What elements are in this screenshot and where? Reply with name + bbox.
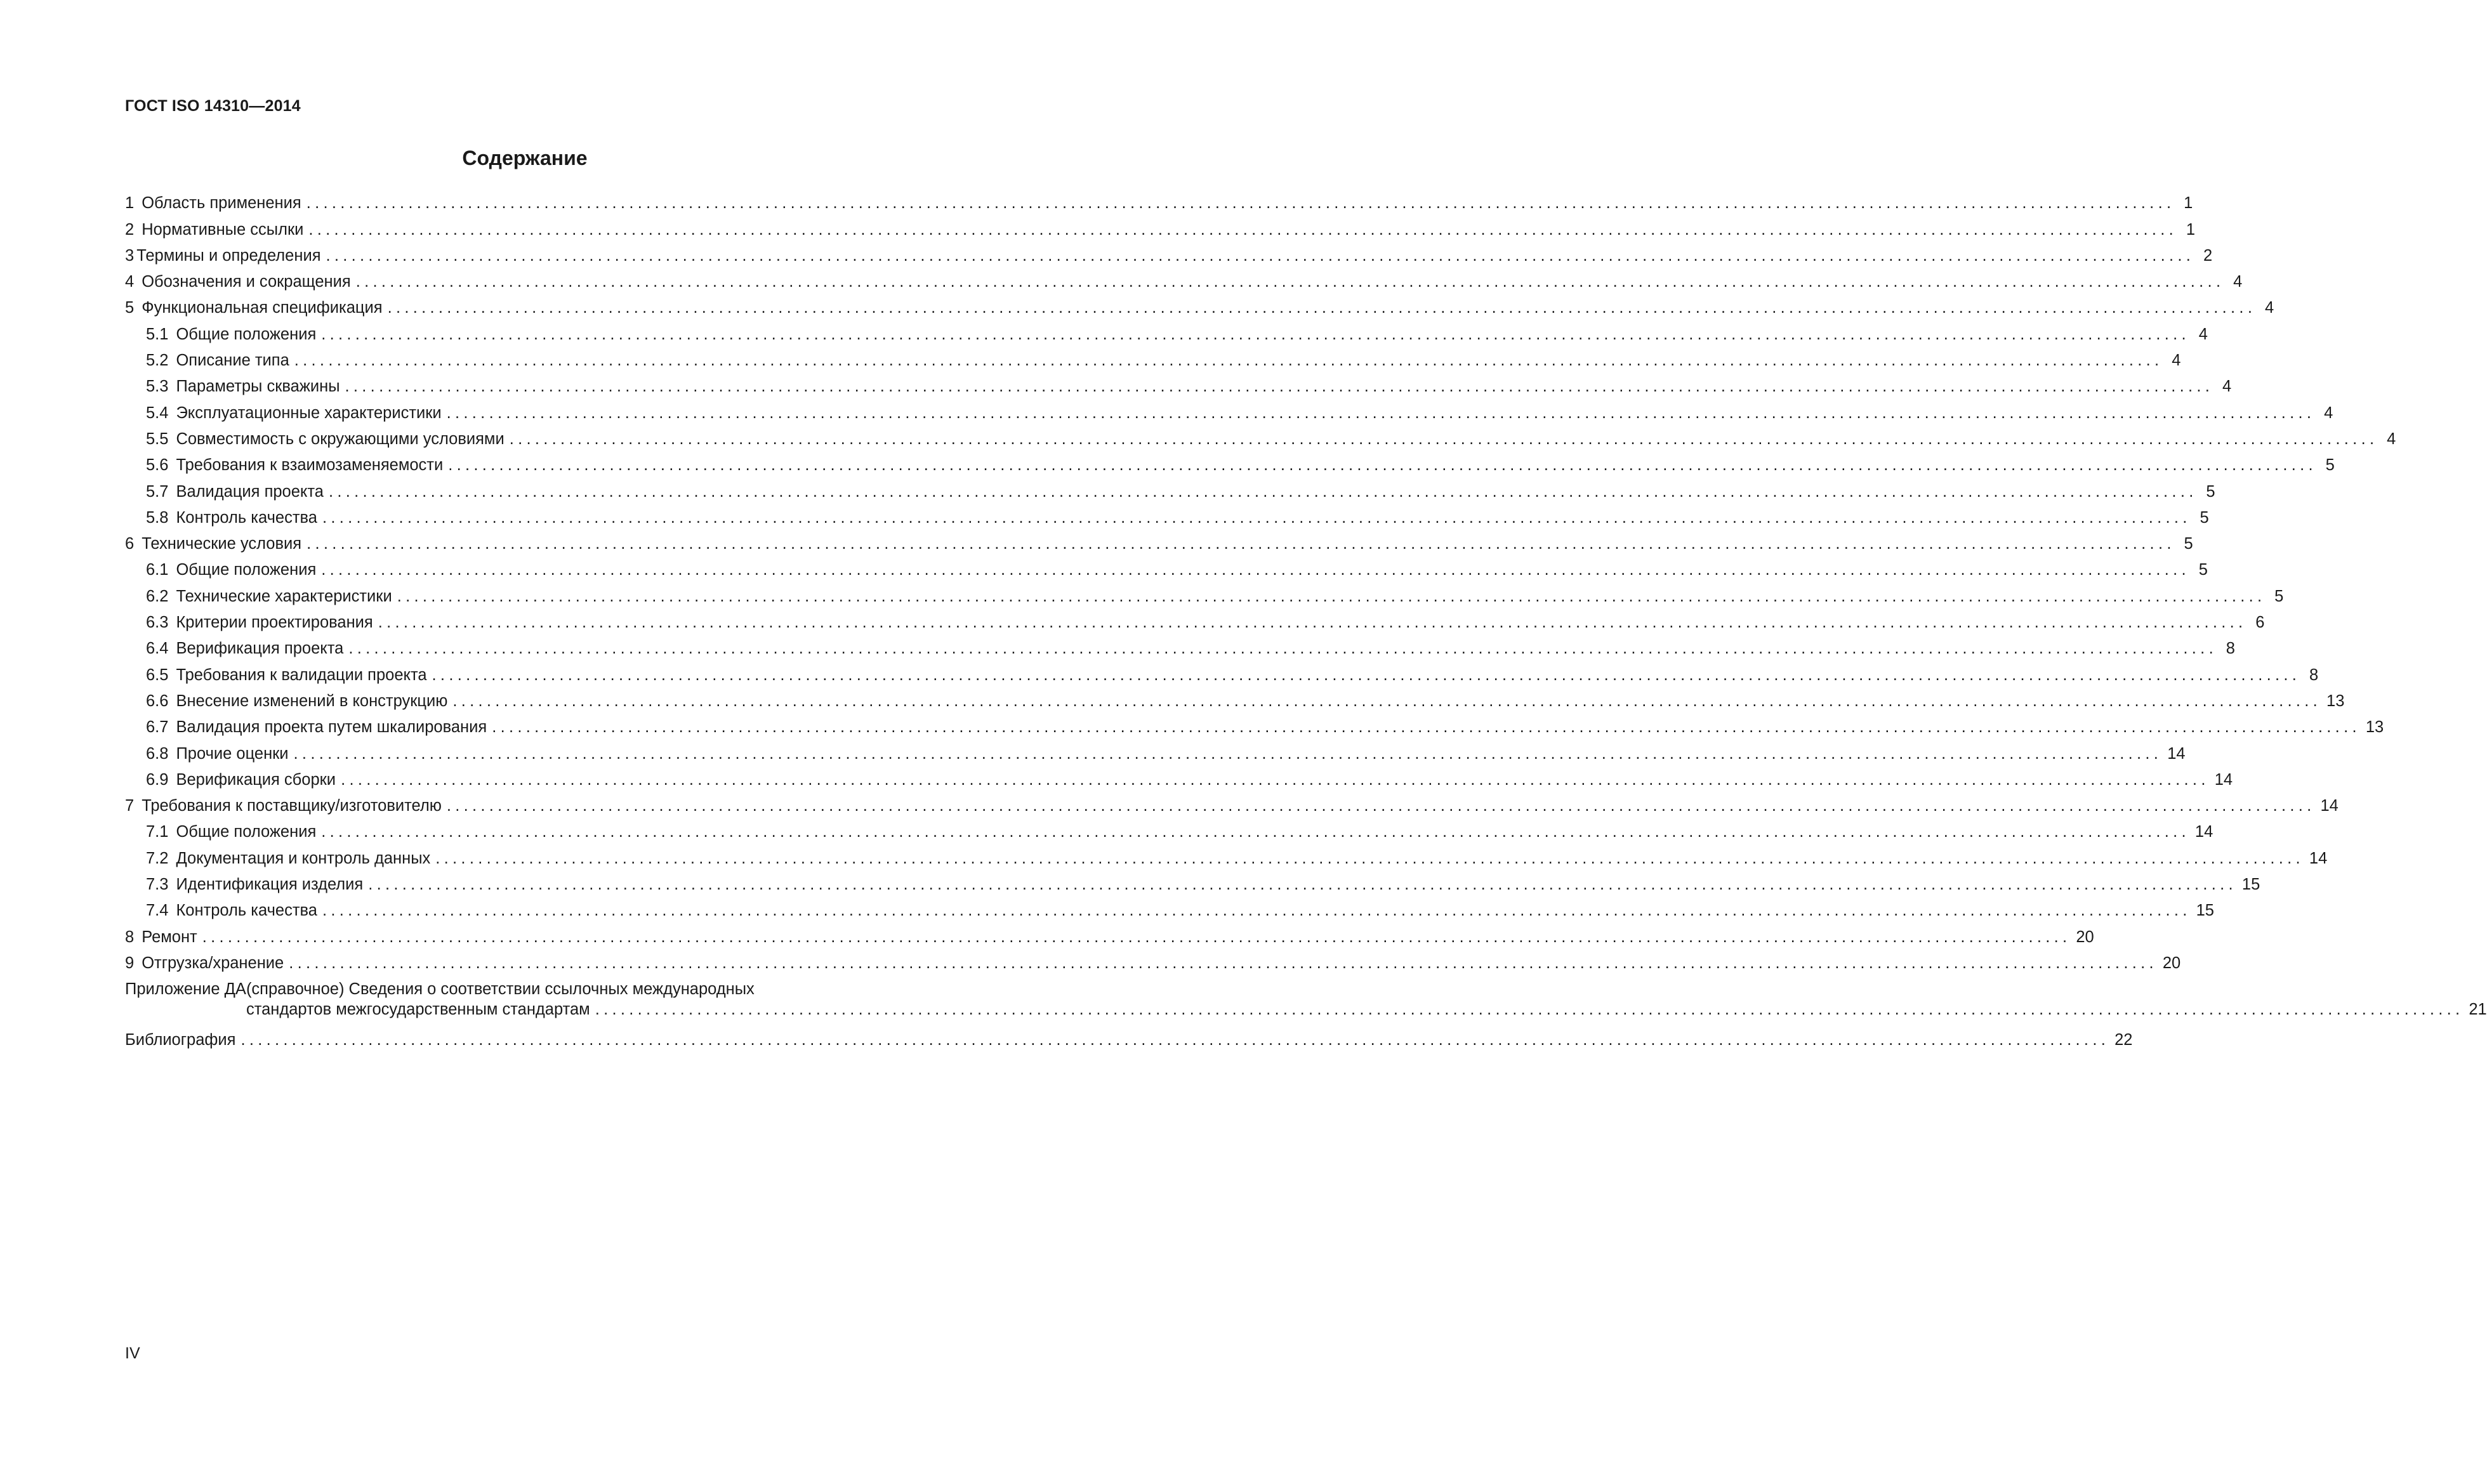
toc-entry[interactable] <box>125 372 2232 398</box>
leader-dots: ............................................................................................................................................................................................................................ <box>355 273 2225 291</box>
toc-entry-number: 5.8 <box>146 508 169 527</box>
toc-entry[interactable] <box>125 346 2181 372</box>
toc-entry-title: Описание типа <box>176 351 289 370</box>
toc-entry-title: Технические условия <box>142 535 302 553</box>
leader-dots: ............................................................................................................................................................................................................................ <box>322 902 2191 920</box>
toc-entry-title: Общие положения <box>176 325 317 343</box>
toc-entry-number: 5 <box>125 299 135 317</box>
toc-entry-number: 6.9 <box>146 770 169 789</box>
bibliography-label: Библиография <box>125 1031 236 1049</box>
appendix-title-line1: (справочное) Сведения о соответствии ссылочных международных <box>246 980 755 998</box>
toc-entry-number: 5.5 <box>146 430 169 448</box>
toc-entry-title: Идентификация изделия <box>176 876 364 894</box>
toc-entry-number: 6.4 <box>146 640 169 658</box>
toc-entry-number: 2 <box>125 220 135 239</box>
appendix-page: 21 <box>2469 1000 2487 1018</box>
page-number-footer: IV <box>125 1344 140 1362</box>
toc-entry[interactable] <box>125 870 2260 896</box>
toc-entry-page: 5 <box>2325 456 2335 475</box>
leader-dots: ............................................................................................................................................................................................................................ <box>293 744 2163 763</box>
toc-entry-page: 15 <box>2196 902 2214 920</box>
toc-entry-number: 1 <box>125 194 135 213</box>
toc-entry-title: Верификация проекта <box>176 640 344 658</box>
toc-entry-page: 15 <box>2241 876 2260 894</box>
toc-entry-page: 5 <box>2198 561 2208 579</box>
leader-dots: ............................................................................................................................................................................................................................ <box>446 797 2316 815</box>
toc-entry-number: 6.8 <box>146 744 169 763</box>
toc-entry-page: 4 <box>2233 273 2243 291</box>
leader-dots: ............................................................................................................................................................................................................................ <box>435 849 2304 867</box>
toc-entry-number: 7 <box>125 797 135 815</box>
leader-dots: ............................................................................................................................................................................................................................ <box>326 246 2195 265</box>
toc-entry-number: 7.4 <box>146 902 169 920</box>
toc-entry-number: 5.4 <box>146 404 169 422</box>
toc-entry[interactable] <box>125 555 2208 581</box>
leader-dots: ............................................................................................................................................................................................................................ <box>321 561 2190 579</box>
toc-rows <box>125 188 2396 975</box>
toc-entry[interactable] <box>125 765 2233 791</box>
toc-entry-page: 4 <box>2198 325 2208 343</box>
toc-entry-title: Ремонт <box>142 928 197 946</box>
toc-entry-number: 6.5 <box>146 666 169 684</box>
leader-dots: ............................................................................................................................................................................................................................ <box>432 666 2301 684</box>
toc-entry-page: 8 <box>2226 640 2235 658</box>
toc-entry[interactable] <box>125 503 2209 529</box>
toc-entry-title: Документация и контроль данных <box>176 849 431 867</box>
leader-dots: ............................................................................................................................................................................................................................ <box>321 325 2190 343</box>
toc-entry-number: 9 <box>125 954 135 972</box>
leader-dots: ............................................................................................................................................................................................................................ <box>448 456 2317 475</box>
toc-entry[interactable] <box>125 712 2384 739</box>
toc-entry-page: 4 <box>2265 299 2274 317</box>
leader-dots: ............................................................................................................................................................................................................................ <box>341 770 2210 789</box>
toc-entry[interactable] <box>125 188 2193 214</box>
leader-dots: ............................................................................................................................................................................................................................ <box>328 482 2198 501</box>
toc-entry[interactable] <box>125 791 2339 817</box>
toc-entry-number: 5.7 <box>146 482 169 501</box>
leader-dots: ............................................................................................................................................................................................................................ <box>202 928 2071 946</box>
toc-entry[interactable] <box>125 581 2284 607</box>
toc-entry-number: 5.2 <box>146 351 169 370</box>
toc-entry-title: Верификация сборки <box>176 770 336 789</box>
toc-entry-number: 7.3 <box>146 876 169 894</box>
toc-entry[interactable] <box>125 214 2196 240</box>
toc-entry-page: 13 <box>2365 718 2384 737</box>
appendix-title-line2: стандартов межгосударственным стандартам <box>246 1000 590 1018</box>
leader-dots: ............................................................................................................................................................................................................................ <box>348 640 2217 658</box>
toc-entry-number: 8 <box>125 928 135 946</box>
toc-entry-title: Параметры скважины <box>176 378 340 396</box>
toc-entry-page: 14 <box>2320 797 2339 815</box>
page-title: Содержание <box>462 147 588 169</box>
appendix-label: Приложение ДА <box>125 980 246 998</box>
leader-dots: ............................................................................................................................................................................................................................ <box>307 535 2175 553</box>
toc-entry-page: 4 <box>2324 404 2333 422</box>
toc-entry[interactable] <box>125 608 2265 634</box>
leader-dots: ............................................................................................................................................................................................................................ <box>397 587 2266 605</box>
toc-entry-page: 14 <box>2194 823 2213 841</box>
toc-entry-page: 4 <box>2172 351 2181 370</box>
toc-entry-page: 13 <box>2326 692 2345 710</box>
toc-entry-page: 1 <box>2184 194 2193 213</box>
toc-entry[interactable] <box>125 739 2186 765</box>
leader-dots: ............................................................................................................................................................................................................................ <box>446 404 2316 422</box>
toc-entry[interactable] <box>125 424 2396 450</box>
toc-entry-title: Контроль качества <box>176 902 317 920</box>
leader-dots: ............................................................................................................................................................................................................................ <box>241 1031 2110 1049</box>
toc-entry[interactable] <box>125 634 2235 660</box>
toc-entry-title: Контроль качества <box>176 508 317 527</box>
toc-entry[interactable] <box>125 922 2094 948</box>
toc-entry-page: 14 <box>2167 744 2186 763</box>
toc-entry-number: 3 <box>125 246 135 265</box>
leader-dots: ............................................................................................................................................................................................................................ <box>322 508 2191 527</box>
toc-entry-page: 6 <box>2255 614 2265 632</box>
toc-entry-title: Критерии проектирования <box>176 614 373 632</box>
toc-entry-title: Валидация проекта путем шкалирования <box>176 718 487 737</box>
toc-entry-page: 14 <box>2309 849 2328 867</box>
toc-entry[interactable] <box>125 267 2243 293</box>
toc-entry[interactable] <box>125 660 2319 686</box>
toc-entry-page: 5 <box>2184 535 2193 553</box>
toc-entry-number: 6.2 <box>146 587 169 605</box>
toc-entry[interactable] <box>125 529 2193 555</box>
toc-entry-page: 4 <box>2222 378 2232 396</box>
leader-dots: ............................................................................................................................................................................................................................ <box>308 220 2178 239</box>
toc-entry-number: 6.7 <box>146 718 169 737</box>
toc-entry-page: 20 <box>2162 954 2181 972</box>
toc-entry[interactable] <box>125 896 2214 922</box>
toc-entry-title: Прочие оценки <box>176 744 289 763</box>
toc-entry[interactable] <box>125 293 2274 319</box>
toc-entry-number: 6.6 <box>146 692 169 710</box>
toc-entry-number: 5.1 <box>146 325 169 343</box>
bibliography-page: 22 <box>2114 1031 2133 1049</box>
leader-dots: ............................................................................................................................................................................................................................ <box>294 351 2163 370</box>
toc-entry[interactable] <box>125 450 2335 476</box>
toc-entry-title: Общие положения <box>176 823 317 841</box>
toc-entry-page: 14 <box>2214 770 2233 789</box>
toc-appendix[interactable] <box>125 975 2487 1025</box>
toc-entry-title: Термины и определения <box>136 246 321 265</box>
leader-dots: ............................................................................................................................................................................................................................ <box>509 430 2378 448</box>
toc-entry-title: Эксплуатационные характеристики <box>176 404 442 422</box>
toc-entry-page: 5 <box>2274 587 2284 605</box>
toc-entry-page: 2 <box>2203 246 2213 265</box>
leader-dots: ............................................................................................................................................................................................................................ <box>289 954 2158 972</box>
toc-entry-title: Совместимость с окружающими условиями <box>176 430 505 448</box>
toc-entry-title: Общие положения <box>176 561 317 579</box>
toc-entry-title: Требования к взаимозаменяемости <box>176 456 444 475</box>
leader-dots: ............................................................................................................................................................................................................................ <box>368 876 2237 894</box>
leader-dots: ............................................................................................................................................................................................................................ <box>345 378 2214 396</box>
toc-entry-title: Технические характеристики <box>176 587 392 605</box>
leader-dots: ............................................................................................................................................................................................................................ <box>595 1000 2464 1018</box>
toc-entry-number: 6.1 <box>146 561 169 579</box>
toc-entry-title: Внесение изменений в конструкцию <box>176 692 448 710</box>
toc-entry-number: 4 <box>125 273 135 291</box>
toc-entry-title: Требования к валидации проекта <box>176 666 427 684</box>
toc-entry-page: 4 <box>2387 430 2396 448</box>
toc-entry-title: Требования к поставщику/изготовителю <box>142 797 442 815</box>
leader-dots: ............................................................................................................................................................................................................................ <box>492 718 2361 737</box>
toc-entry-number: 5.6 <box>146 456 169 475</box>
toc-entry-page: 8 <box>2309 666 2319 684</box>
toc-entry-title: Область применения <box>142 194 301 213</box>
document-header: ГОСТ ISO 14310—2014 <box>125 97 301 115</box>
leader-dots: ............................................................................................................................................................................................................................ <box>321 823 2190 841</box>
leader-dots: ............................................................................................................................................................................................................................ <box>378 614 2247 632</box>
toc-entry-number: 7.2 <box>146 849 169 867</box>
toc-entry-number: 7.1 <box>146 823 169 841</box>
toc-entry[interactable] <box>125 817 2213 843</box>
toc-entry-title: Валидация проекта <box>176 482 324 501</box>
toc-entry[interactable] <box>125 319 2208 345</box>
toc-entry-page: 5 <box>2200 508 2209 527</box>
leader-dots: ............................................................................................................................................................................................................................ <box>387 299 2257 317</box>
toc-entry[interactable] <box>125 949 2181 975</box>
table-of-contents <box>125 188 2487 1051</box>
toc-entry[interactable] <box>125 398 2333 424</box>
toc-entry-title: Отгрузка/хранение <box>142 954 284 972</box>
toc-entry-title: Обозначения и сокращения <box>142 273 351 291</box>
leader-dots: ............................................................................................................................................................................................................................ <box>452 692 2322 710</box>
toc-entry-title: Функциональная спецификация <box>142 299 383 317</box>
toc-entry[interactable] <box>125 686 2345 712</box>
toc-entry-number: 5.3 <box>146 378 169 396</box>
toc-entry[interactable] <box>125 843 2328 869</box>
toc-entry-title: Нормативные ссылки <box>142 220 304 239</box>
toc-entry-page: 20 <box>2076 928 2094 946</box>
leader-dots: ............................................................................................................................................................................................................................ <box>306 194 2175 213</box>
toc-entry[interactable] <box>125 241 2213 267</box>
toc-entry-page: 1 <box>2186 220 2196 239</box>
toc-entry[interactable] <box>125 476 2215 502</box>
toc-entry-page: 5 <box>2206 482 2215 501</box>
toc-bibliography[interactable] <box>125 1025 2133 1051</box>
toc-entry-number: 6 <box>125 535 135 553</box>
toc-entry-number: 6.3 <box>146 614 169 632</box>
